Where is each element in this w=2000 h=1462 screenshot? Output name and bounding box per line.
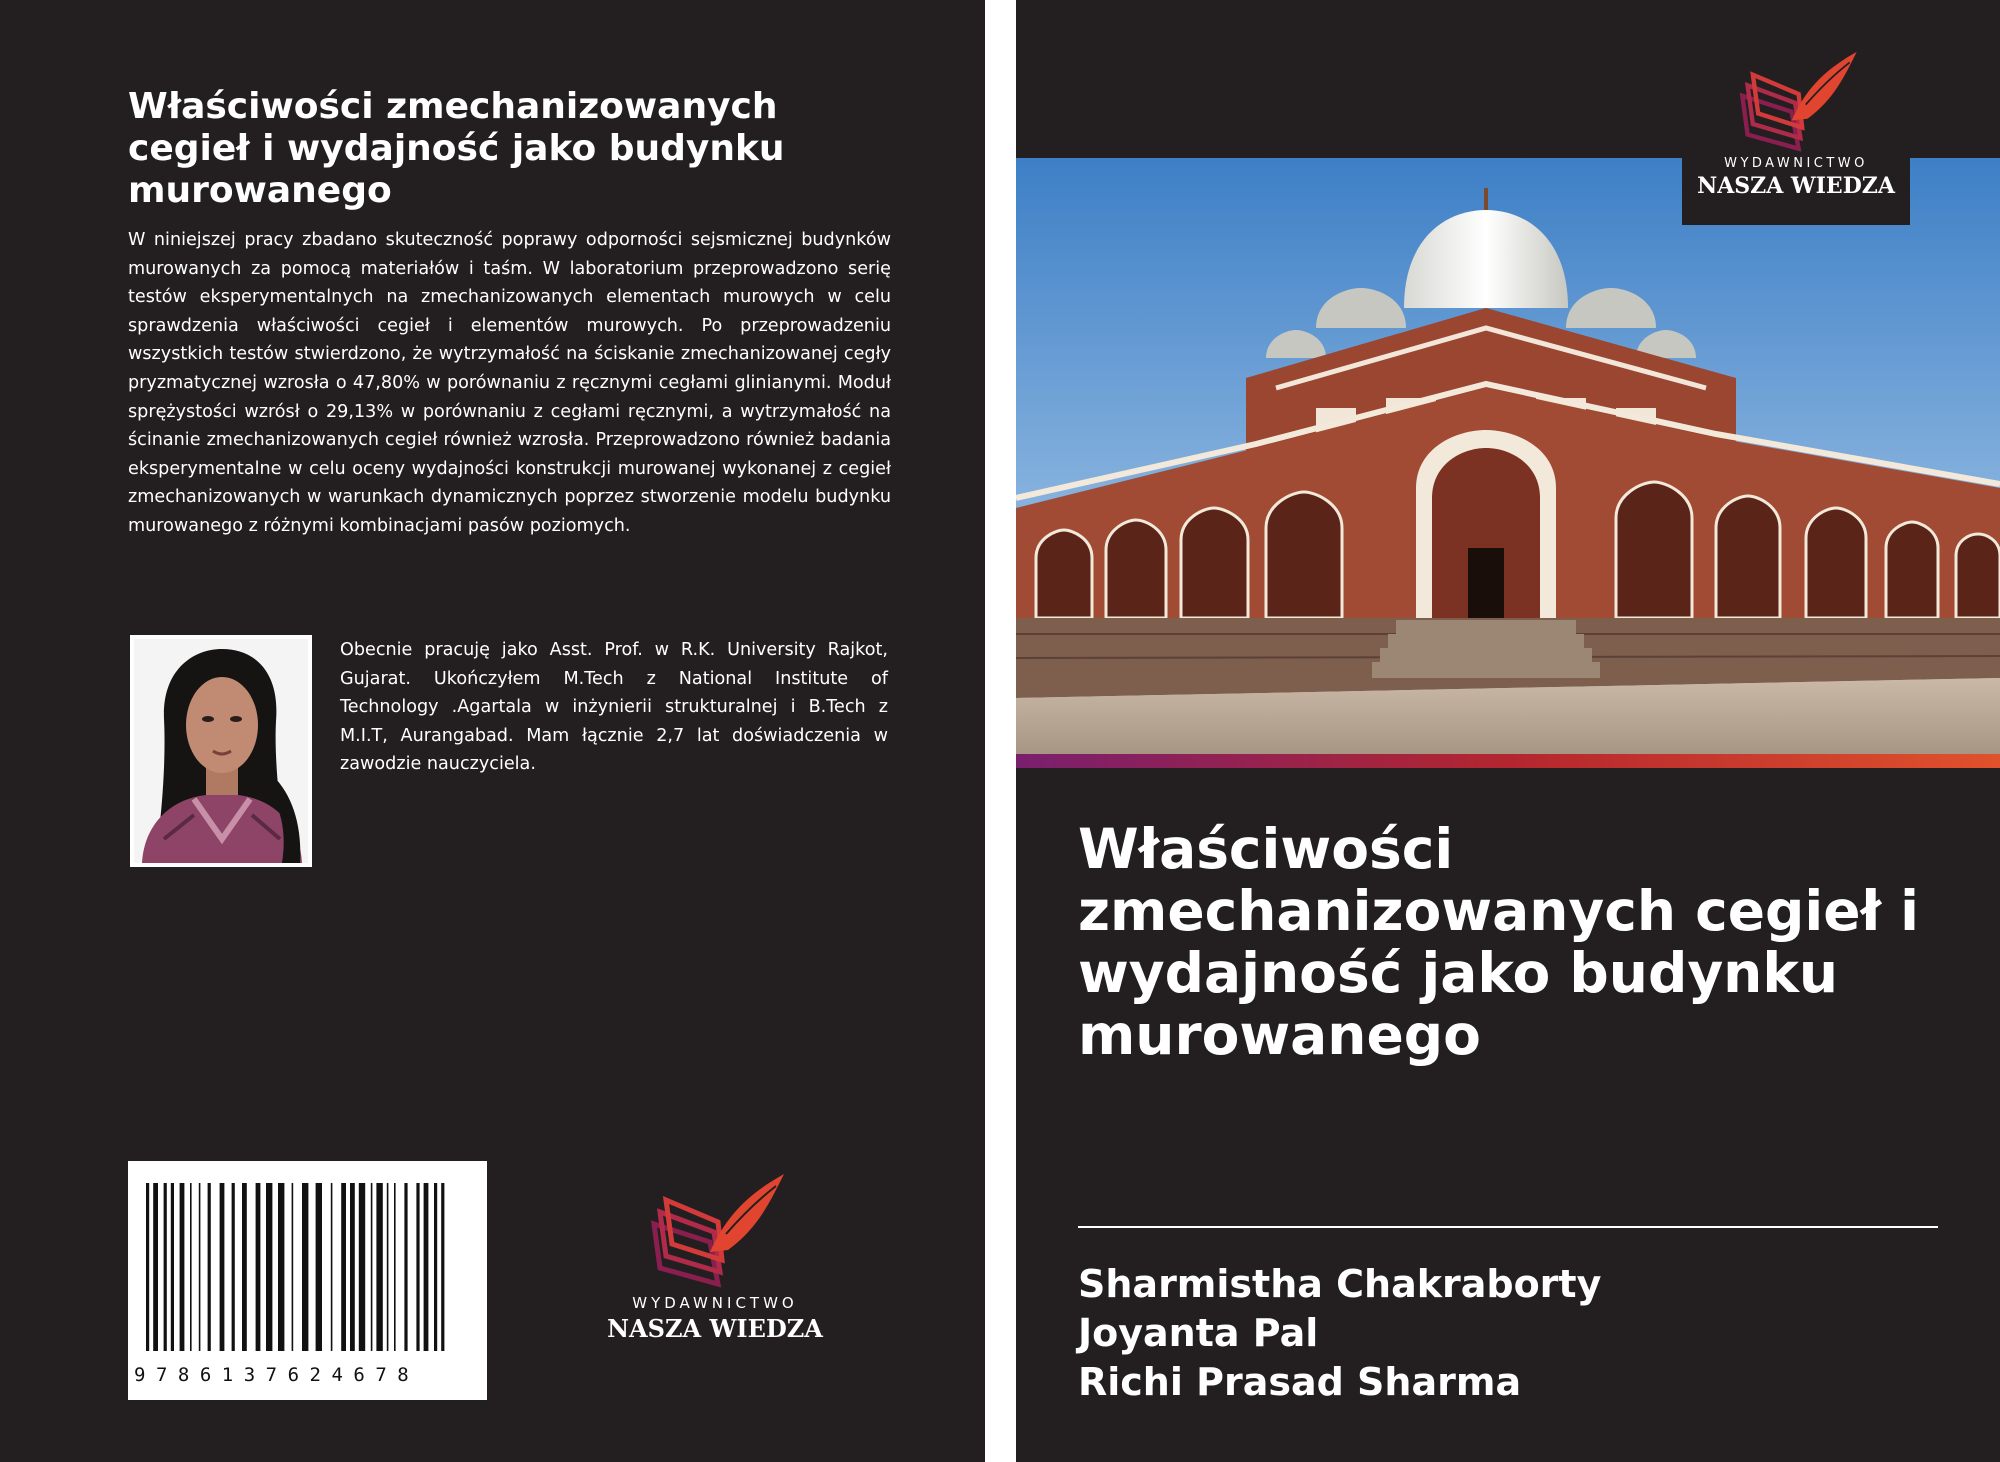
author-photo-image (134, 639, 308, 863)
book-quill-icon (640, 1172, 790, 1290)
barcode-bar (424, 1183, 429, 1351)
front-cover (1016, 0, 2000, 1462)
publisher-logo-back (590, 1172, 840, 1352)
back-cover-title: Właściwości zmechanizowanych cegieł i wydajność jako budynku murowanego (128, 86, 785, 211)
barcode-bar (341, 1183, 346, 1351)
barcode-bars (128, 1161, 487, 1361)
barcode-bar (434, 1183, 437, 1351)
author-list (1078, 1260, 1601, 1407)
barcode-bar (153, 1183, 158, 1351)
barcode-bar (242, 1183, 247, 1351)
barcode-bar (164, 1183, 167, 1351)
barcode-bar (359, 1183, 365, 1351)
barcode-bar (350, 1183, 355, 1351)
barcode-bar (220, 1183, 225, 1351)
publisher-label-small: WYDAWNICTWO (632, 1294, 798, 1312)
publisher-label-big: NASZA WIEDZA (607, 1314, 823, 1343)
book-quill-icon (1730, 50, 1862, 154)
barcode-bar (376, 1183, 382, 1351)
barcode-bar (416, 1183, 419, 1351)
barcode-bar (171, 1183, 174, 1351)
barcode-bar (316, 1183, 322, 1351)
barcode-bar (404, 1183, 407, 1351)
barcode-bar (394, 1183, 396, 1351)
author-name: Sharmistha Chakraborty (1078, 1262, 1602, 1306)
front-cover-title: Właściwości zmechanizowanych cegieł i wydajność jako budynku murowanego (1078, 817, 1919, 1067)
barcode-bar (371, 1183, 373, 1351)
barcode-bar (266, 1183, 272, 1351)
author-bio: Obecnie pracuję jako Asst. Prof. w R.K. University Rajkot, Gujarat. Ukończyłem M.Tech z National Institute of Technology .Agartala w inżynierii strukturalnej i B.Tech z M.I.T, Aurangabad. Mam łącznie 2,7 lat doświadczenia w zawodzie nauczyciela. (340, 640, 888, 775)
barcode-bar (302, 1183, 308, 1351)
barcode-bar (180, 1183, 185, 1351)
barcode-bar (190, 1183, 192, 1351)
cover-photo-monument (1016, 158, 2000, 754)
author-name: Richi Prasad Sharma (1078, 1360, 1522, 1404)
barcode-bar (292, 1183, 294, 1351)
barcode-bar (441, 1183, 444, 1351)
barcode-bar (331, 1183, 333, 1351)
title-divider (1078, 1226, 1938, 1228)
back-cover (0, 0, 985, 1462)
author-name: Joyanta Pal (1078, 1311, 1319, 1355)
publisher-logo-front (1682, 50, 1910, 225)
author-photo (130, 635, 312, 867)
barcode-bar (232, 1183, 235, 1351)
accent-stripe (1016, 754, 2000, 768)
barcode-bar (278, 1183, 284, 1351)
barcode-bar (208, 1183, 211, 1351)
book-description: W niniejszej pracy zbadano skuteczność poprawy odporności sejsmicznej budynków murowanych za pomocą materiałów i taśm. W laboratorium przeprowadzono serię testów eksperymentalnych na zmechanizowanych elementach murowych w celu sprawdzenia właściwości cegieł i elementów murowych. Po przeprowadzeniu wszystkich testów stwierdzono, że wytrzymałość na ściskanie zmechanizowanej cegły pryzmatycznej wzrosła o 47,80% w porównaniu z ręcznymi cegłami glinianymi. Moduł sprężystości wzrósł o 29,13% w porównaniu z cegłami ręcznymi, a wytrzymałość na ścinanie zmechanizowanych cegieł również wzrosła. Przeprowadzono również badania eksperymentalne w celu oceny wydajności konstrukcji murowanej wykonanej z cegieł zmechanizowanych w warunkach dynamicznych poprzez stworzenie modelu budynku murowanego z różnymi kombinacjami pasów poziomych. (128, 230, 891, 536)
isbn-barcode (128, 1161, 487, 1400)
isbn-number: 9786137624678 (134, 1364, 420, 1386)
barcode-bar (199, 1183, 201, 1351)
publisher-label-small: WYDAWNICTWO (1724, 156, 1868, 171)
publisher-label-big: NASZA WIEDZA (1697, 173, 1895, 199)
barcode-bar (146, 1183, 149, 1351)
barcode-bar (387, 1183, 389, 1351)
barcode-bar (256, 1183, 261, 1351)
